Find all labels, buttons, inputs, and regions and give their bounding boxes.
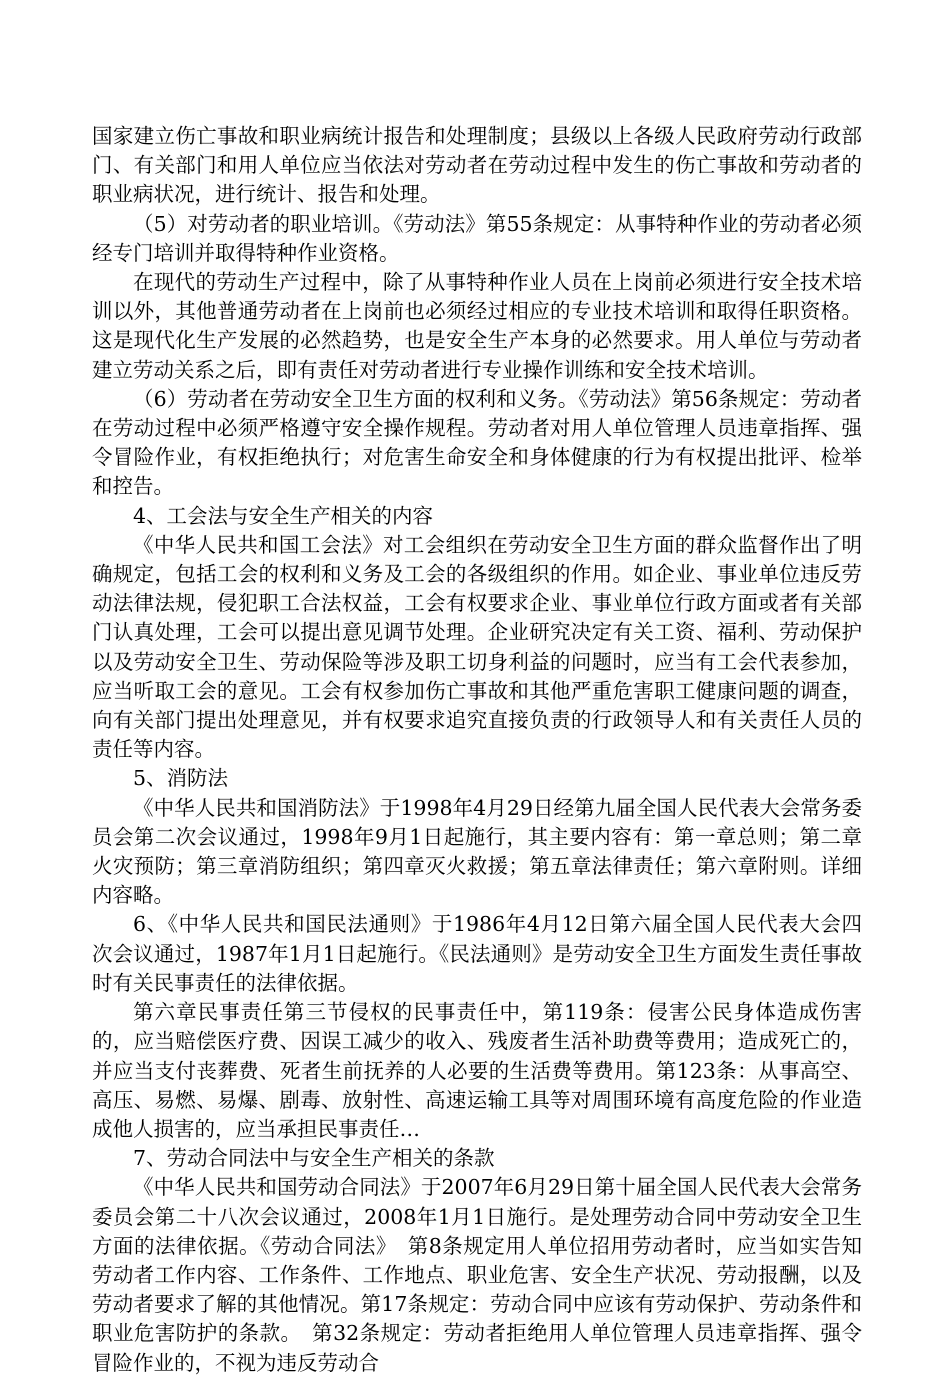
paragraph-2: （5）对劳动者的职业培训。《劳动法》第55条规定：从事特种作业的劳动者必须经专门培训并取得特种作业资格。 — [92, 211, 862, 265]
paragraph-3: 在现代的劳动生产过程中，除了从事特种作业人员在上岗前必须进行安全技术培训以外，其他普通劳动者在上岗前也必须经过相应的专业技术培训和取得任职资格。这是现代化生产发展的必然趋势，也是安全生产本身的必然要求。用人单位与劳动者建立劳动关系之后，即有责任对劳动者进行专业操作训练和安全技术培训。 — [92, 270, 862, 382]
paragraph-8: 《中华人民共和国消防法》于1998年4月29日经第九届全国人民代表大会常务委员会第二次会议通过，1998年9月1日起施行，其主要内容有：第一章总则；第二章火灾预防；第三章消防组织；第四章灭火救援；第五章法律责任；第六章附则。详细内容略。 — [92, 795, 862, 908]
section-heading-4: 4、工会法与安全生产相关的内容 — [133, 503, 434, 528]
paragraph-12: 《中华人民共和国劳动合同法》于2007年6月29日第十届全国人民代表大会常务委员会第二十八次会议通过，2008年1月1日施行。是处理劳动合同中劳动安全卫生方面的法律依据。《劳动合同法》 第8条规定用人单位招用劳动者时，应当如实告知劳动者工作内容、工作条件、工作地点、职业危害、安全生产状况、劳动报酬，以及劳动者要求了解的其他情况。第17条规定：劳动合同中应该有劳动保护、劳动条件和职业危害防护的条款。 第32条规定：劳动者拒绝用人单位管理人员违章指挥、强令冒险作业的，不视为违反劳动合 — [92, 1175, 862, 1375]
section-heading-6: 6、《中华人民共和国民法通则》于1986年4月12日第六届全国人民代表大会四次会议通过，1987年1月1日起施行。《民法通则》是劳动安全卫生方面发生责任事故时有关民事责任的法律依据。 — [92, 912, 862, 995]
section-heading-5: 5、消防法 — [133, 766, 229, 791]
paragraph-1: 国家建立伤亡事故和职业病统计报告和处理制度；县级以上各级人民政府劳动行政部门、有关部门和用人单位应当依法对劳动者在劳动过程中发生的伤亡事故和劳动者的职业病状况，进行统计、报告和处理。 — [92, 124, 862, 207]
paragraph-10: 第六章民事责任第三节侵权的民事责任中，第119条：侵害公民身体造成伤害的，应当赔偿医疗费、因误工减少的收入、残废者生活补助费等费用；造成死亡的，并应当支付丧葬费、死者生前抚养的人必要的生活费等费用。第123条：从事高空、高压、易燃、易爆、剧毒、放射性、高速运输工具等对周围环境有高度危险的作业造成他人损害的，应当承担民事责任… — [92, 1000, 862, 1141]
paragraph-6: 《中华人民共和国工会法》对工会组织在劳动安全卫生方面的群众监督作出了明确规定，包括工会的权利和义务及工会的各级组织的作用。如企业、事业单位违反劳动法律法规，侵犯职工合法权益，工会有权要求企业、事业单位行政方面或者有关部门认真处理，工会可以提出意见调节处理。企业研究决定有关工资、福利、劳动保护以及劳动安全卫生、劳动保险等涉及职工切身利益的问题时，应当有工会代表参加，应当听取工会的意见。工会有权参加伤亡事故和其他严重危害职工健康问题的调查，向有关部门提出处理意见，并有权要求追究直接负责的行政领导人和有关责任人员的责任等内容。 — [92, 532, 862, 762]
section-heading-7: 7、劳动合同法中与安全生产相关的条款 — [133, 1146, 495, 1171]
paragraph-4: （6）劳动者在劳动安全卫生方面的权利和义务。《劳动法》第56条规定：劳动者在劳动过程中必须严格遵守安全操作规程。劳动者对用人单位管理人员违章指挥、强令冒险作业，有权拒绝执行；对危害生命安全和身体健康的行为有权提出批评、检举和控告。 — [92, 386, 862, 499]
document-body — [92, 122, 862, 1378]
